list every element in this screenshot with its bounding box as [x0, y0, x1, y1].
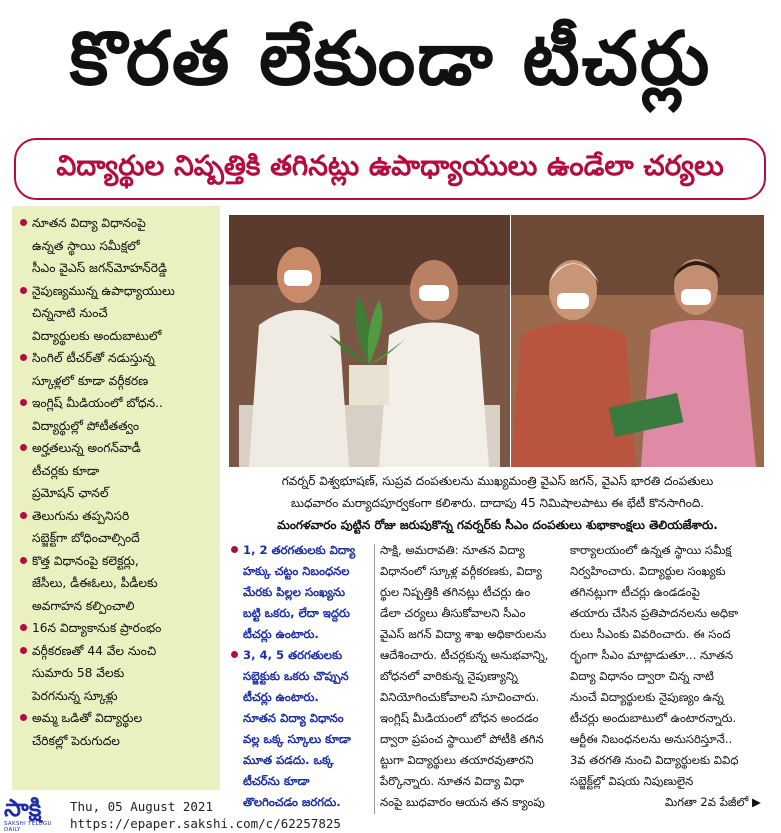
article-line: టీచర్లు అందుబాటులో ఉంటారన్నారు.: [570, 711, 737, 725]
sidebar-list: [18, 212, 214, 752]
sidebar-point-line: కొత్త విధానంపై కలెక్టర్లు,: [32, 553, 139, 568]
photo-illustration-2: [511, 215, 764, 467]
article-line: సాక్షి, అమరావతి: నూతన విద్యా: [380, 543, 525, 557]
article-line: ద్వారా ప్రపంచ స్థాయిలో పోటీకి తగిన: [380, 732, 544, 746]
sidebar-point: [18, 392, 214, 437]
sidebar-point-line: సుమారు 58 వేలకు: [32, 666, 125, 680]
highlights-column: [229, 540, 369, 809]
article-line: కార్యాలయంలో ఉన్నత స్థాయి సమీక్ష: [570, 543, 732, 557]
sidebar-point-line: టీచర్లకు కూడా: [32, 463, 100, 478]
sidebar-point-line: అవగాహన కల్పించాలి: [32, 598, 135, 613]
sidebar-point-line: అమ్మ ఒడితో విద్యార్థుల: [32, 711, 143, 725]
sidebar-point-line: అర్హతలున్న అంగన్‌వాడీ: [32, 441, 141, 455]
sidebar-point: [18, 280, 214, 348]
sidebar-point-line: వర్గీకరణతో 44 వేల నుంచి: [32, 643, 157, 658]
article-line: ఆదేశించారు. టీచర్లకున్న అనుభవాన్ని,: [380, 648, 549, 662]
sidebar-point-line: నూతన విద్యా విధానంపై: [32, 216, 146, 230]
sidebar-point-line: విద్యార్థుల్లో పోటీతత్వం: [32, 418, 139, 433]
sidebar-point-line: ప్రమోషన్ ఛానల్: [32, 486, 109, 500]
caption-line-3: మంగళవారం పుట్టిన రోజు జరుపుకొన్న గవర్నర్‌కు సీఎం దంపతులు శుభాకాంక్షలు తెలియజేశారు.: [277, 518, 718, 532]
logo-mark: సాక్షి: [4, 794, 42, 822]
footer-meta: [70, 798, 341, 832]
article-line: తగినట్లుగా టీచర్లు ఉండడంపై: [570, 585, 700, 599]
sidebar-point-line: చేరికల్లో పెరుగుదల: [32, 733, 120, 748]
article-line: 3వ తరగతి నుంచి విద్యార్థులకు వివిధ: [570, 753, 739, 767]
sidebar-point-line: చిన్ననాటి నుంచే: [32, 306, 108, 320]
photo-caption: [229, 470, 766, 536]
highlight-line: టీచర్లు ఉంటారు.: [243, 627, 319, 641]
sidebar-highlights: [12, 206, 220, 790]
article-line: నిర్వహించారు. విద్యార్థుల సంఖ్యకు: [570, 564, 726, 578]
highlight-line: నూతన విద్యా విధానం: [243, 711, 344, 725]
highlight-line: టీచర్‌ను కూడా: [243, 774, 310, 788]
highlight-line: మూత పడదు. ఒక్క: [243, 753, 334, 767]
article-line: వైఎస్ జగన్ విద్యా శాఖ అధికారులను: [380, 627, 547, 641]
arrow-icon: ▶: [752, 795, 761, 809]
article-line: తయారు చేసిన ప్రతిపాదనలను అధికా: [570, 606, 739, 620]
sidebar-point-line: జేసీలు, డీఈఓలు, పీడీలకు: [32, 576, 158, 590]
continued-text: మిగతా 2వ పేజీలో: [665, 795, 749, 809]
article-line: ర్థుల నిష్పత్తికి తగినట్లు టీచర్లు ఉం: [380, 585, 531, 599]
sidebar-point-line: సీఎం వైఎస్ జగన్‌మోహన్‌రెడ్డి: [32, 261, 167, 275]
article-line: నంపై బుధవారం ఆయన తన క్యాంపు: [380, 795, 545, 809]
article-line: బోధనలో వారికున్న నైపుణ్యాన్ని వినియోగించుకోవాలని సూచించారు.: [380, 669, 540, 704]
sidebar-point: [18, 640, 214, 708]
sidebar-point: [18, 617, 214, 640]
sidebar-point: [18, 550, 214, 618]
article-column-1: [380, 540, 558, 809]
caption-line-1: గవర్నర్ విశ్వభూషణ్, సుప్రవ దంపతులను ముఖ్యమంత్రి వైఎస్ జగన్, వైఎస్ భారతి దంపతులు: [281, 474, 714, 488]
article-line: నుంచే విద్యార్థులకు నైపుణ్యం ఉన్న: [570, 690, 724, 704]
sidebar-point: [18, 437, 214, 505]
sidebar-point-line: పెరగనున్న స్కూళ్లు: [32, 688, 118, 703]
article-line: సబ్జెక్ట్‌ల్లో విషయ నిపుణులైన: [570, 774, 694, 788]
subheadline-text: విద్యార్థుల నిష్పత్తికి తగినట్లు ఉపాధ్యాయులు ఉండేలా చర్యలు: [56, 149, 724, 182]
highlight-line: వల్ల ఒక్క స్కూలు కూడా: [243, 732, 351, 746]
highlight-line: మేరకు పిల్లల సంఖ్యను: [243, 585, 346, 599]
headline-text: కొరత లేకుండా టీచర్లు: [69, 15, 712, 102]
article-line: పేర్కొన్నారు. నూతన విద్యా విధా: [380, 774, 525, 788]
sidebar-point-line: సింగిల్ టీచర్‌తో నడుస్తున్న: [32, 351, 155, 365]
sidebar-point: [18, 707, 214, 752]
headline: [0, 0, 781, 135]
highlight-line: 1, 2 తరగతులకు విద్యా: [243, 543, 356, 557]
sidebar-point-line: స్కూళ్లలో కూడా వర్గీకరణ: [32, 373, 149, 388]
highlight-line: హక్కు చట్టం నిబంధనల: [243, 564, 350, 578]
subheadline: [14, 138, 766, 200]
article-line: ఇంగ్లిష్ మీడియంలో బోధన అందడం: [380, 711, 539, 725]
article-line: విధానంలో స్కూళ్ల వర్గీకరణకు, విద్యా: [380, 564, 542, 578]
highlight-line: బట్టి ఒకరు, లేదా ఇద్దరు: [243, 606, 350, 620]
logo-tagline: SAKSHI TELUGU DAILY: [4, 821, 52, 833]
highlight-point: [229, 540, 369, 645]
highlight-line: టీచర్లు ఉంటారు.: [243, 690, 319, 704]
photo-cm-governor: [229, 215, 510, 467]
sidebar-point: [18, 347, 214, 392]
sidebar-point-line: సబ్జెక్ట్‌గా బోధించాల్సిందే: [32, 531, 140, 545]
sakshi-logo: [4, 795, 62, 831]
highlight-line: సబ్జెక్టుకు ఒకరు చొప్పున: [243, 669, 349, 683]
continued-note: [665, 795, 761, 812]
sidebar-point-line: ఉన్నత స్థాయి సమీక్షలో: [32, 238, 140, 253]
caption-line-2: బుధవారం మర్యాదపూర్వకంగా కలిశారు. దాదాపు 45 నిమిషాలపాటు ఈ భేటీ కొనసాగింది.: [290, 496, 705, 510]
highlight-point: [229, 645, 369, 813]
column-divider: [374, 544, 375, 814]
article-line: విద్యా విధానం ద్వారా చిన్న నాటి: [570, 669, 715, 683]
photo-illustration: [229, 215, 510, 467]
article-line: ఆర్టీఈ నిబంధనలను అనుసరిస్తూనే..: [570, 732, 733, 746]
sidebar-point: [18, 212, 214, 280]
sidebar-point-line: నైపుణ్యమున్న ఉపాధ్యాయులు: [32, 283, 175, 298]
article-line: రులు సీఎంకు వివరించారు. ఈ సంద: [570, 627, 731, 641]
article-line: ర్భంగా సీఎం మాట్లాడుతూ... నూతన: [570, 648, 734, 662]
article-line: ట్టుగా విద్యార్థులు తయారవుతారని: [380, 753, 534, 767]
highlight-line: తొలగించడం జరగదు.: [243, 795, 341, 809]
sidebar-point-line: విద్యార్థులకు అందుబాటులో: [32, 328, 162, 343]
edition-url[interactable]: https://epaper.sakshi.com/c/62257825: [70, 816, 341, 831]
highlight-line: 3, 4, 5 తరగతులకు: [243, 648, 343, 662]
sidebar-point-line: ఇంగ్లిష్ మీడియంలో బోధన..: [32, 396, 163, 410]
sidebar-point-line: తెలుగును తప్పనిసరి: [32, 508, 130, 523]
edition-date: Thu, 05 August 2021: [70, 799, 213, 814]
sidebar-point: [18, 505, 214, 550]
article-column-2: [570, 540, 766, 805]
sidebar-point-line: 16న విద్యాకానుక ప్రారంభం: [32, 621, 162, 635]
article-line: డేలా చర్యలు తీసుకోవాలని సీఎం: [380, 606, 526, 620]
photo-first-ladies: [511, 215, 764, 467]
